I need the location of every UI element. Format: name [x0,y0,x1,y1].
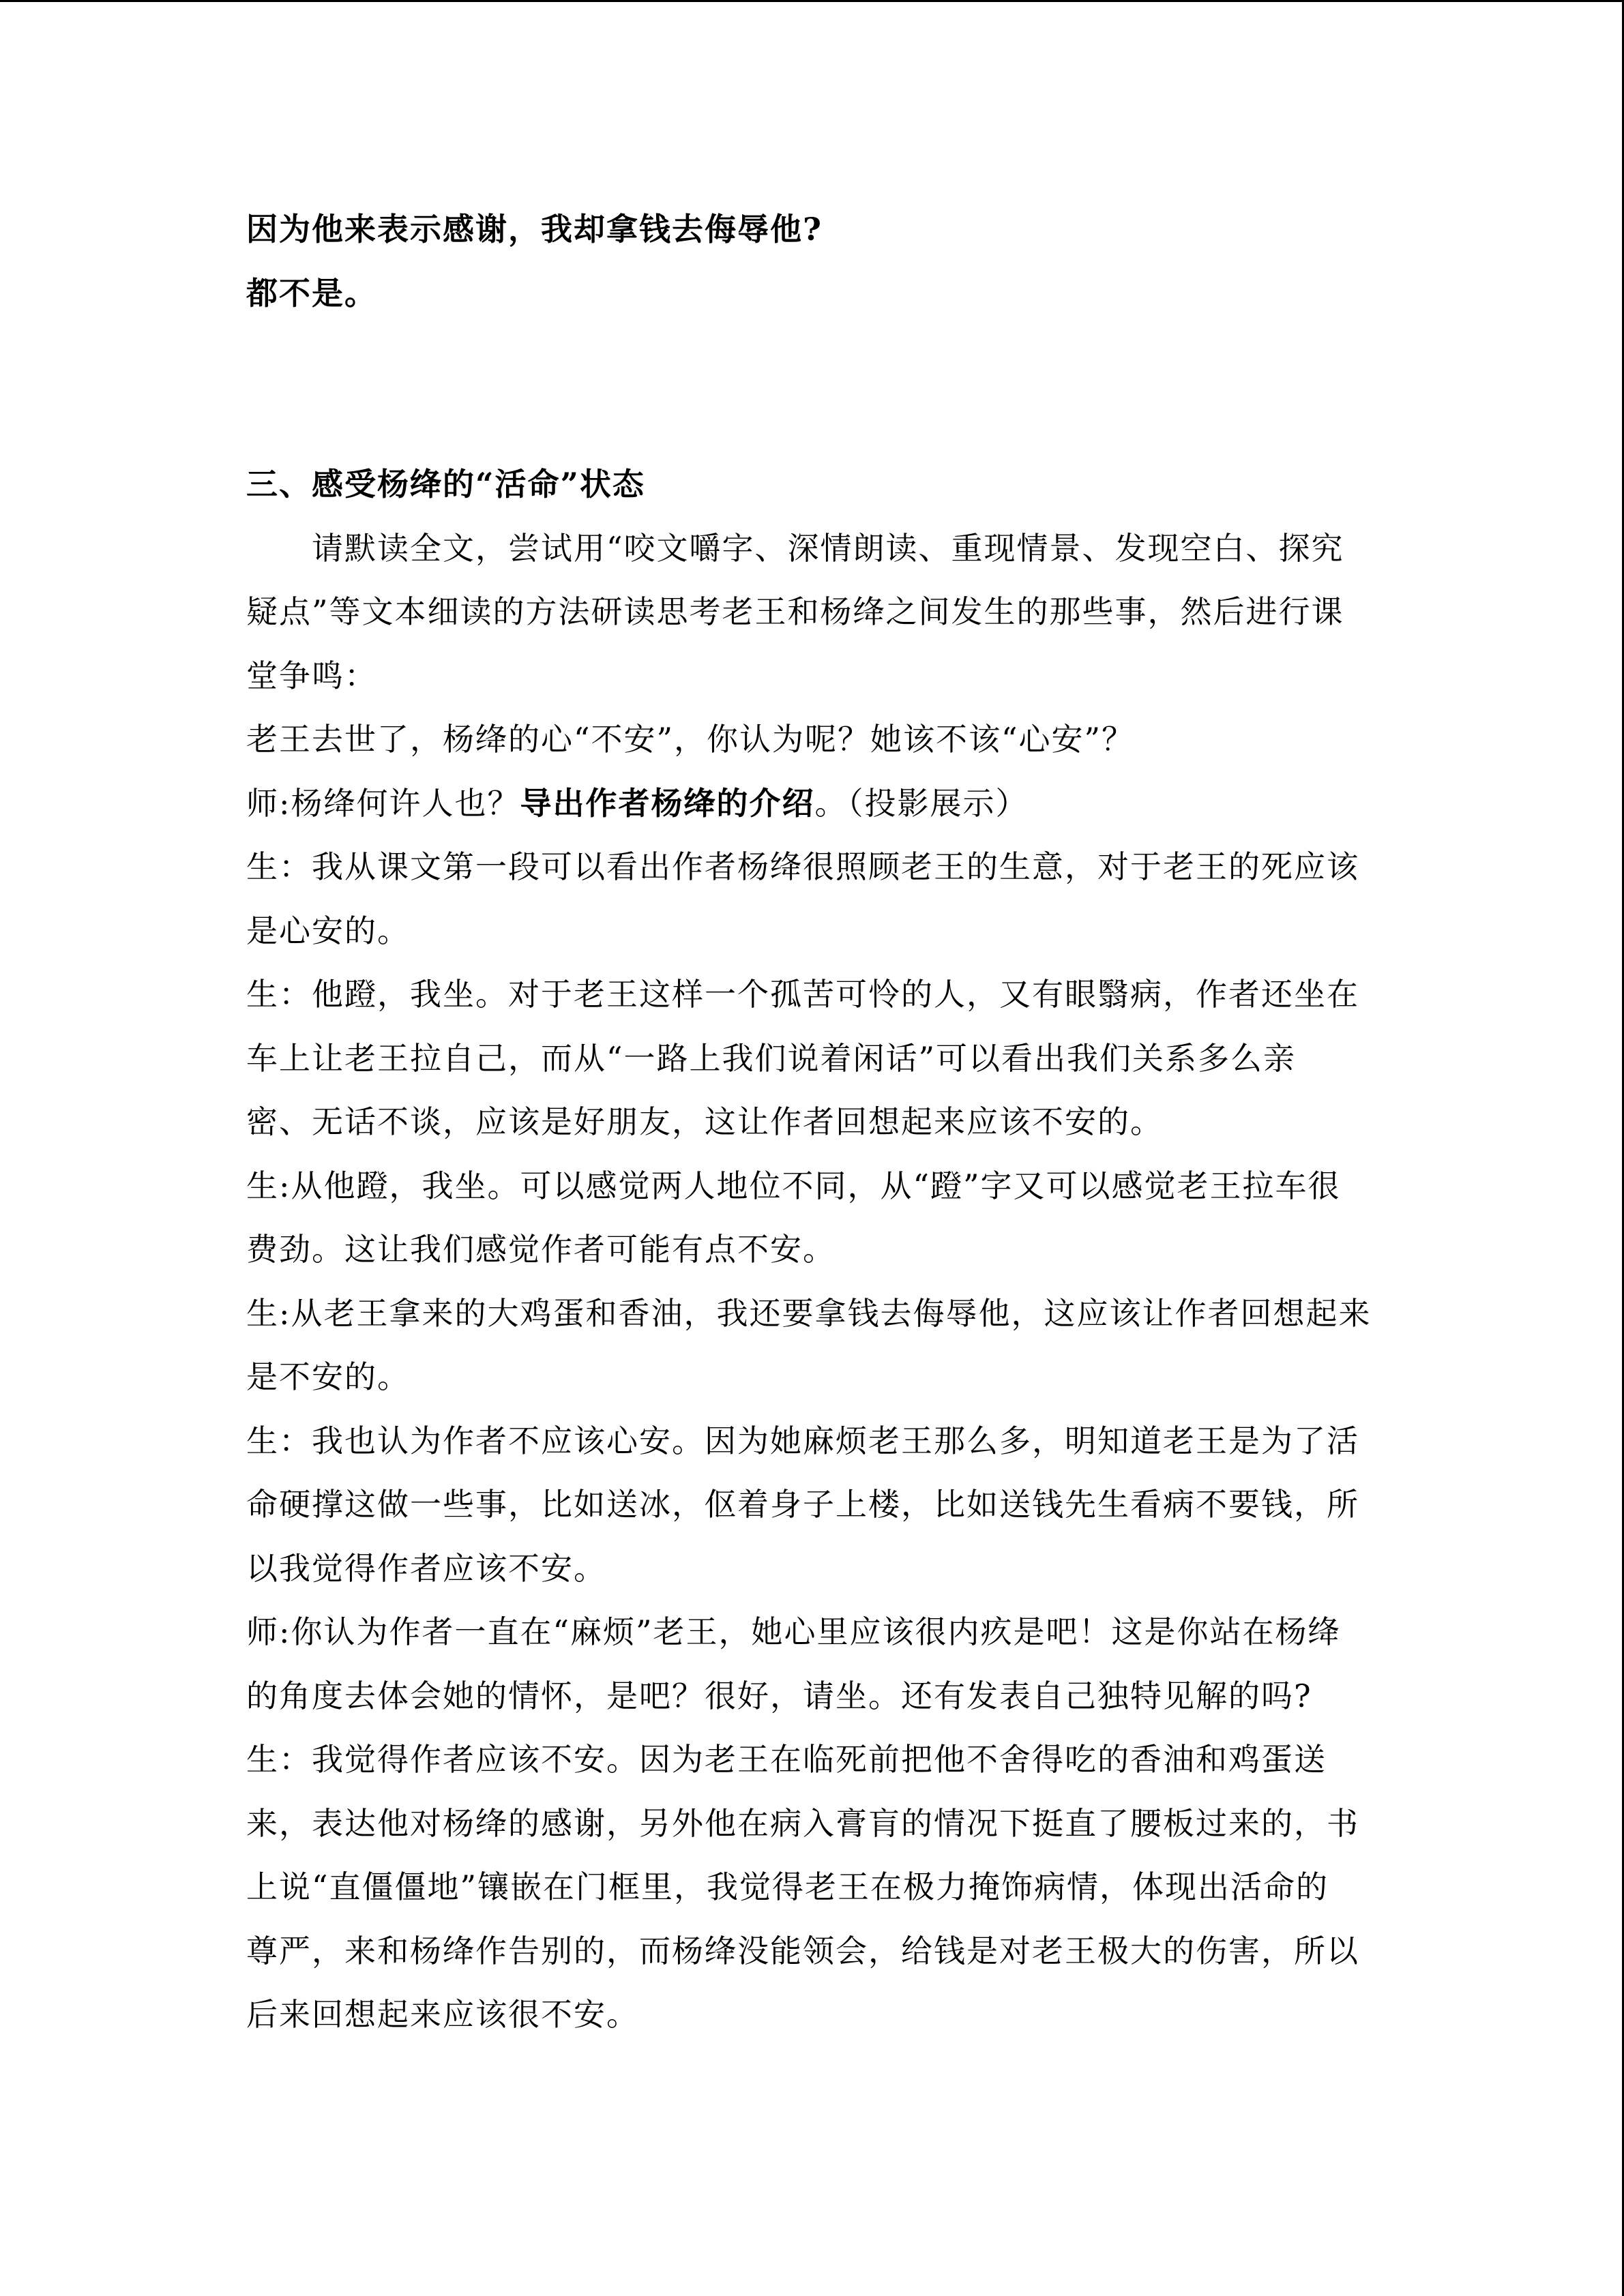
response-line: 生:从老王拿来的大鸡蛋和香油，我还要拿钱去侮辱他，这应该让作者回想起来 [246,1294,1372,1332]
response-line: 费劲。这让我们感觉作者可能有点不安。 [246,1231,836,1268]
intro-question-line: 因为他来表示感谢，我却拿钱去侮辱他? [246,211,823,248]
response-line: 车上让老王拉自己，而从“一路上我们说着闲话”可以看出我们关系多么亲 [246,1039,1297,1077]
response-line: 生：我觉得作者应该不安。因为老王在临死前把他不舍得吃的香油和鸡蛋送 [246,1741,1327,1778]
response-line: 生：他蹬，我坐。对于老王这样一个孤苦可怜的人，又有眼翳病，作者还坐在 [246,976,1359,1013]
teacher-intro-emphasis: 导出作者杨绛的介绍 [520,784,815,822]
teacher-intro-line [246,772,1419,836]
response-line: 后来回想起来应该很不安。 [246,1996,639,2033]
instruction-line: 请默读全文，尝试用“咬文嚼字、深情朗读、重现情景、发现空白、探究 [312,529,1344,567]
teacher-intro-suffix: 。（投影展示） [814,784,1029,822]
response-line: 密、无话不谈，应该是好朋友，这让作者回想起来应该不安的。 [246,1103,1163,1140]
response-line: 命硬撑这做一些事，比如送冰，伛着身子上楼，比如送钱先生看病不要钱，所 [246,1486,1359,1523]
teacher-intro-prefix: 师:杨绛何许人也？ [246,784,520,822]
response-line: 上说“直僵僵地”镶嵌在门框里，我觉得老王在极力掩饰病情，体现出活命的 [246,1868,1329,1905]
student-response [246,1728,1419,2047]
response-line: 来，表达他对杨绛的感谢，另外他在病入膏肓的情况下挺直了腰板过来的，书 [246,1804,1359,1842]
response-line: 以我觉得作者应该不安。 [246,1549,606,1587]
student-response [246,835,1419,963]
response-line: 是不安的。 [246,1358,410,1395]
response-line: 是心安的。 [246,912,410,949]
response-line: 生：我从课文第一段可以看出作者杨绛很照顾老王的生意，对于老王的死应该 [246,848,1359,885]
instruction-line: 堂争鸣： [246,657,377,694]
response-line: 生：我也认为作者不应该心安。因为她麻烦老王那么多，明知道老王是为了活 [246,1422,1359,1459]
response-line: 的角度去体会她的情怀，是吧？很好，请坐。还有发表自己独特见解的吗? [246,1677,1312,1714]
student-response [246,1154,1419,1282]
instruction-paragraph [246,517,1419,709]
document-body [246,198,1419,2047]
response-line: 尊严，来和杨绛作告别的，而杨绛没能领会，给钱是对老王极大的伤害，所以 [246,1932,1359,1969]
section-heading: 三、感受杨绛的“活命”状态 [246,466,645,503]
response-line: 师:你认为作者一直在“麻烦”老王，她心里应该很内疚是吧！这是你站在杨绛 [246,1613,1341,1650]
intro-answer-line: 都不是。 [246,274,377,312]
response-line: 生:从他蹬，我坐。可以感觉两人地位不同，从“蹬”字又可以感觉老王拉车很 [246,1167,1341,1204]
student-response [246,1282,1419,1410]
student-response [246,963,1419,1154]
student-response [246,1410,1419,1601]
teacher-response [246,1600,1419,1728]
blank-spacer [246,325,1419,453]
discussion-question: 老王去世了，杨绛的心“不安”，你认为呢？她该不该“心安”？ [246,721,1135,758]
instruction-line: 疑点”等文本细读的方法研读思考老王和杨绛之间发生的那些事，然后进行课 [246,593,1344,630]
